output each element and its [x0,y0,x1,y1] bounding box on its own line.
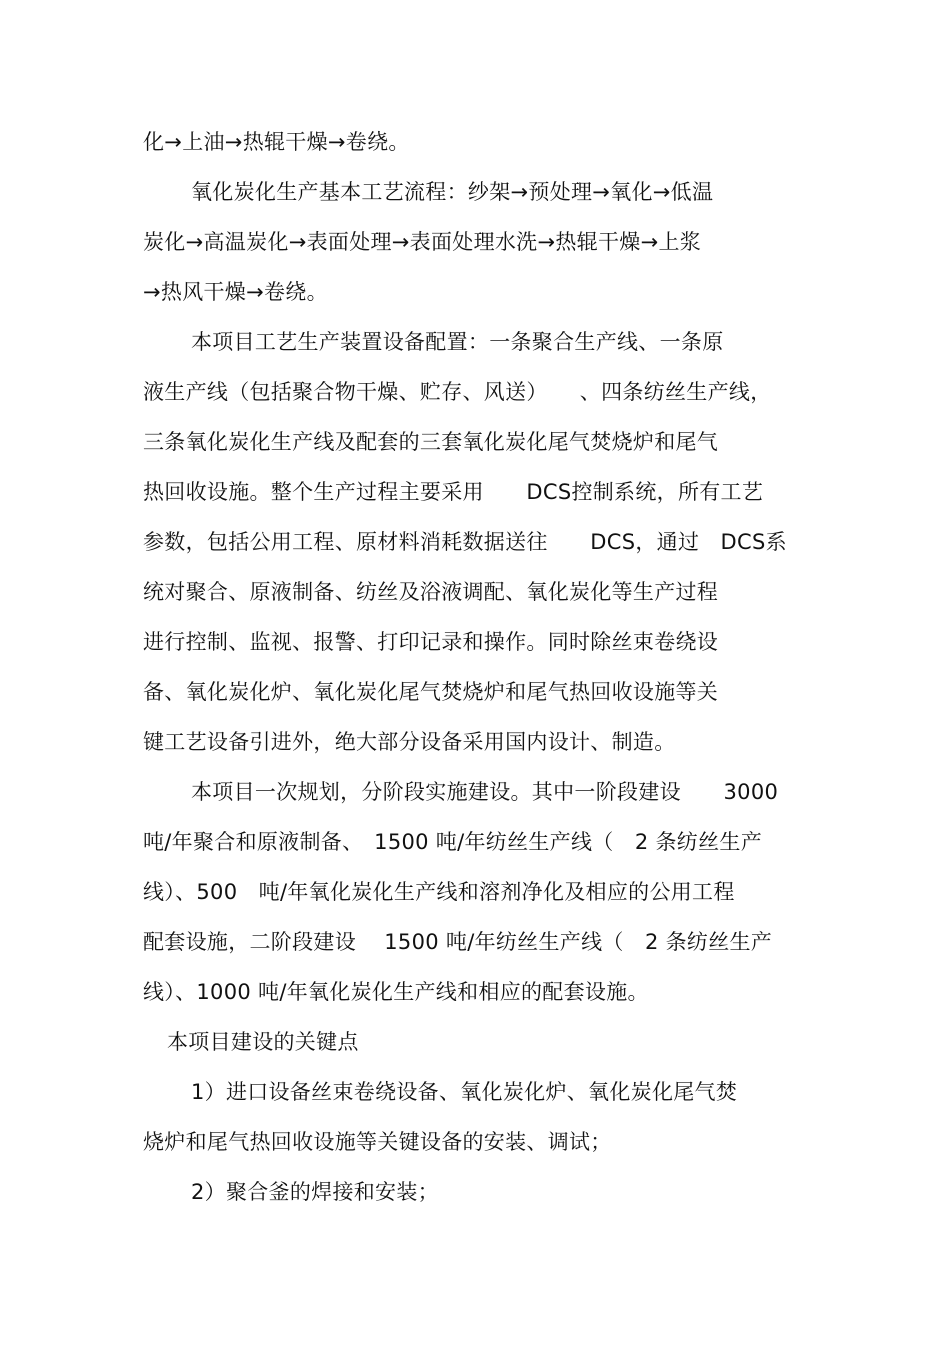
list-item-2: 2）聚合釜的焊接和安装； [191,1180,439,1204]
text-line: 进行控制、监视、报警、打印记录和操作。同时除丝束卷绕设 [143,630,719,654]
text-line: 备、氧化炭化炉、氧化炭化尾气焚烧炉和尾气热回收设施等关 [143,680,719,704]
text-line: 烧炉和尾气热回收设施等关键设备的安装、调试； [143,1130,612,1154]
text-line: 炭化→高温炭化→表面处理→表面处理水洗→热辊干燥→上浆 [143,230,702,254]
list-item-1: 1）进口设备丝束卷绕设备、氧化炭化炉、氧化炭化尾气焚 [191,1080,738,1104]
paragraph-phased-construction-line: 本项目一次规划，分阶段实施建设。其中一阶段建设 3000 [191,780,779,804]
paragraph-process-flow-line: 氧化炭化生产基本工艺流程：纱架→预处理→氧化→低温 [191,180,714,204]
paragraph-equipment-config-line: 本项目工艺生产装置设备配置：一条聚合生产线、一条原 [191,330,724,354]
text-line: 参数，包括公用工程、原材料消耗数据送往 DCS，通过 DCS系 [143,530,787,554]
text-line: 线）、500 吨/年氧化炭化生产线和溶剂净化及相应的公用工程 [143,880,735,904]
text-line: 吨/年聚合和原液制备、 1500 吨/年纺丝生产线（ 2 条纺丝生产 [143,830,763,854]
text-line: 液生产线（包括聚合物干燥、贮存、风送） 、四条纺丝生产线， [143,380,772,404]
section-heading: 本项目建设的关键点 [167,1030,359,1054]
text-line: 化→上油→热辊干燥→卷绕。 [143,130,410,154]
text-line: 统对聚合、原液制备、纺丝及浴液调配、氧化炭化等生产过程 [143,580,719,604]
text-line: 键工艺设备引进外，绝大部分设备采用国内设计、制造。 [143,730,676,754]
text-line: →热风干燥→卷绕。 [143,280,328,304]
text-line: 热回收设施。整个生产过程主要采用 DCS控制系统，所有工艺 [143,480,764,504]
text-line: 配套设施，二阶段建设 1500 吨/年纺丝生产线（ 2 条纺丝生产 [143,930,773,954]
text-line: 线）、1000 吨/年氧化炭化生产线和相应的配套设施。 [143,980,649,1004]
text-line: 三条氧化炭化生产线及配套的三套氧化炭化尾气焚烧炉和尾气 [143,430,719,454]
